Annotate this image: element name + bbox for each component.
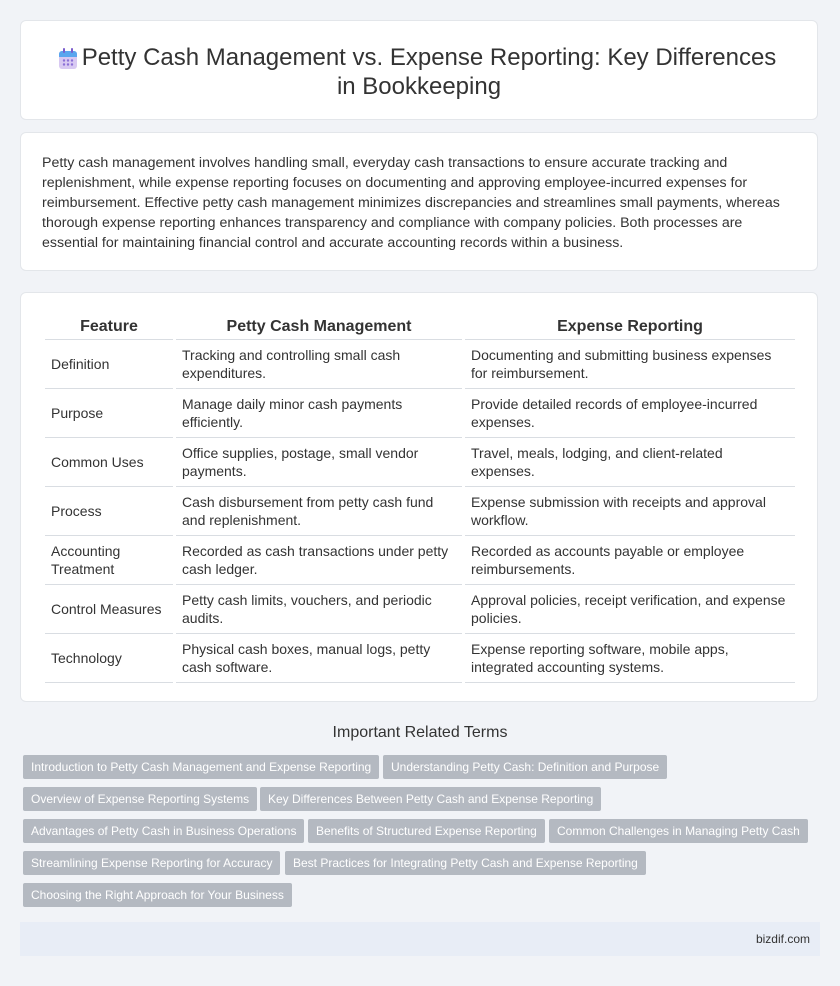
petty-cash-cell: Petty cash limits, vouchers, and periodic audits. xyxy=(176,585,462,634)
table-row xyxy=(45,585,795,634)
table-row xyxy=(45,389,795,438)
table-header-row xyxy=(45,315,795,340)
footer xyxy=(20,922,820,956)
petty-cash-cell: Tracking and controlling small cash expenditures. xyxy=(176,340,462,389)
expense-reporting-cell: Documenting and submitting business expenses for reimbursement. xyxy=(465,340,795,389)
footer-site: bizdif.com xyxy=(755,932,810,946)
page-title xyxy=(21,43,817,101)
header-petty-cash: Petty Cash Management xyxy=(176,315,462,340)
table-row xyxy=(45,438,795,487)
expense-reporting-cell: Provide detailed records of employee-incurred expenses. xyxy=(465,389,795,438)
comparison-table xyxy=(42,315,798,683)
related-term-tag[interactable]: Key Differences Between Petty Cash and Expense Reporting xyxy=(260,787,601,811)
related-term-tag[interactable]: Best Practices for Integrating Petty Cash and Expense Reporting xyxy=(285,851,646,875)
related-term-tag[interactable]: Understanding Petty Cash: Definition and Purpose xyxy=(383,755,667,779)
feature-cell: Common Uses xyxy=(45,438,173,487)
table-row xyxy=(45,487,795,536)
feature-cell: Definition xyxy=(45,340,173,389)
related-term-tag[interactable]: Benefits of Structured Expense Reporting xyxy=(308,819,545,843)
table-row xyxy=(45,340,795,389)
header-feature: Feature xyxy=(45,315,173,340)
expense-reporting-cell: Expense reporting software, mobile apps, integrated accounting systems. xyxy=(465,634,795,683)
related-term-tag[interactable]: Advantages of Petty Cash in Business Operations xyxy=(23,819,304,843)
feature-cell: Process xyxy=(45,487,173,536)
page-title-line2: in Bookkeeping xyxy=(336,73,502,100)
feature-cell: Purpose xyxy=(45,389,173,438)
header-expense-reporting: Expense Reporting xyxy=(465,315,795,340)
related-term-tag[interactable]: Overview of Expense Reporting Systems xyxy=(23,787,257,811)
expense-reporting-cell: Approval policies, receipt verification, and expense policies. xyxy=(465,585,795,634)
feature-cell: Control Measures xyxy=(45,585,173,634)
expense-reporting-cell: Recorded as accounts payable or employee reimbursements. xyxy=(465,536,795,585)
related-terms-title: Important Related Terms xyxy=(332,724,508,741)
petty-cash-cell: Physical cash boxes, manual logs, petty cash software. xyxy=(176,634,462,683)
related-term-tag[interactable]: Choosing the Right Approach for Your Business xyxy=(23,883,292,907)
petty-cash-cell: Cash disbursement from petty cash fund and replenishment. xyxy=(176,487,462,536)
petty-cash-cell: Recorded as cash transactions under petty cash ledger. xyxy=(176,536,462,585)
table-row xyxy=(45,536,795,585)
expense-reporting-cell: Travel, meals, lodging, and client-related expenses. xyxy=(465,438,795,487)
related-term-tag[interactable]: Introduction to Petty Cash Management and Expense Reporting xyxy=(23,755,379,779)
comparison-card xyxy=(20,292,818,702)
related-term-tag[interactable]: Streamlining Expense Reporting for Accuracy xyxy=(23,851,280,875)
petty-cash-cell: Office supplies, postage, small vendor payments. xyxy=(176,438,462,487)
intro-card xyxy=(20,132,818,271)
page-title-line1: Petty Cash Management vs. Expense Reporting: Key Differences xyxy=(81,44,777,71)
header-card xyxy=(20,20,818,120)
related-term-tag[interactable]: Common Challenges in Managing Petty Cash xyxy=(549,819,808,843)
expense-reporting-cell: Expense submission with receipts and approval workflow. xyxy=(465,487,795,536)
feature-cell: Accounting Treatment xyxy=(45,536,173,585)
intro-paragraph: Petty cash management involves handling small, everyday cash transactions to ensure accurate tracking and replenishment, while expense reporting focuses on documenting and approving employee-incurred expenses for reimbursement. Effective petty cash management minimizes discrepancies and streamlines small payments, whereas thorough expense reporting enhances transparency and compliance with company policies. Both processes are essential for maintaining financial control and accurate accounting records within a business. xyxy=(42,155,780,251)
petty-cash-cell: Manage daily minor cash payments efficiently. xyxy=(176,389,462,438)
table-row xyxy=(45,634,795,683)
feature-cell: Technology xyxy=(45,634,173,683)
